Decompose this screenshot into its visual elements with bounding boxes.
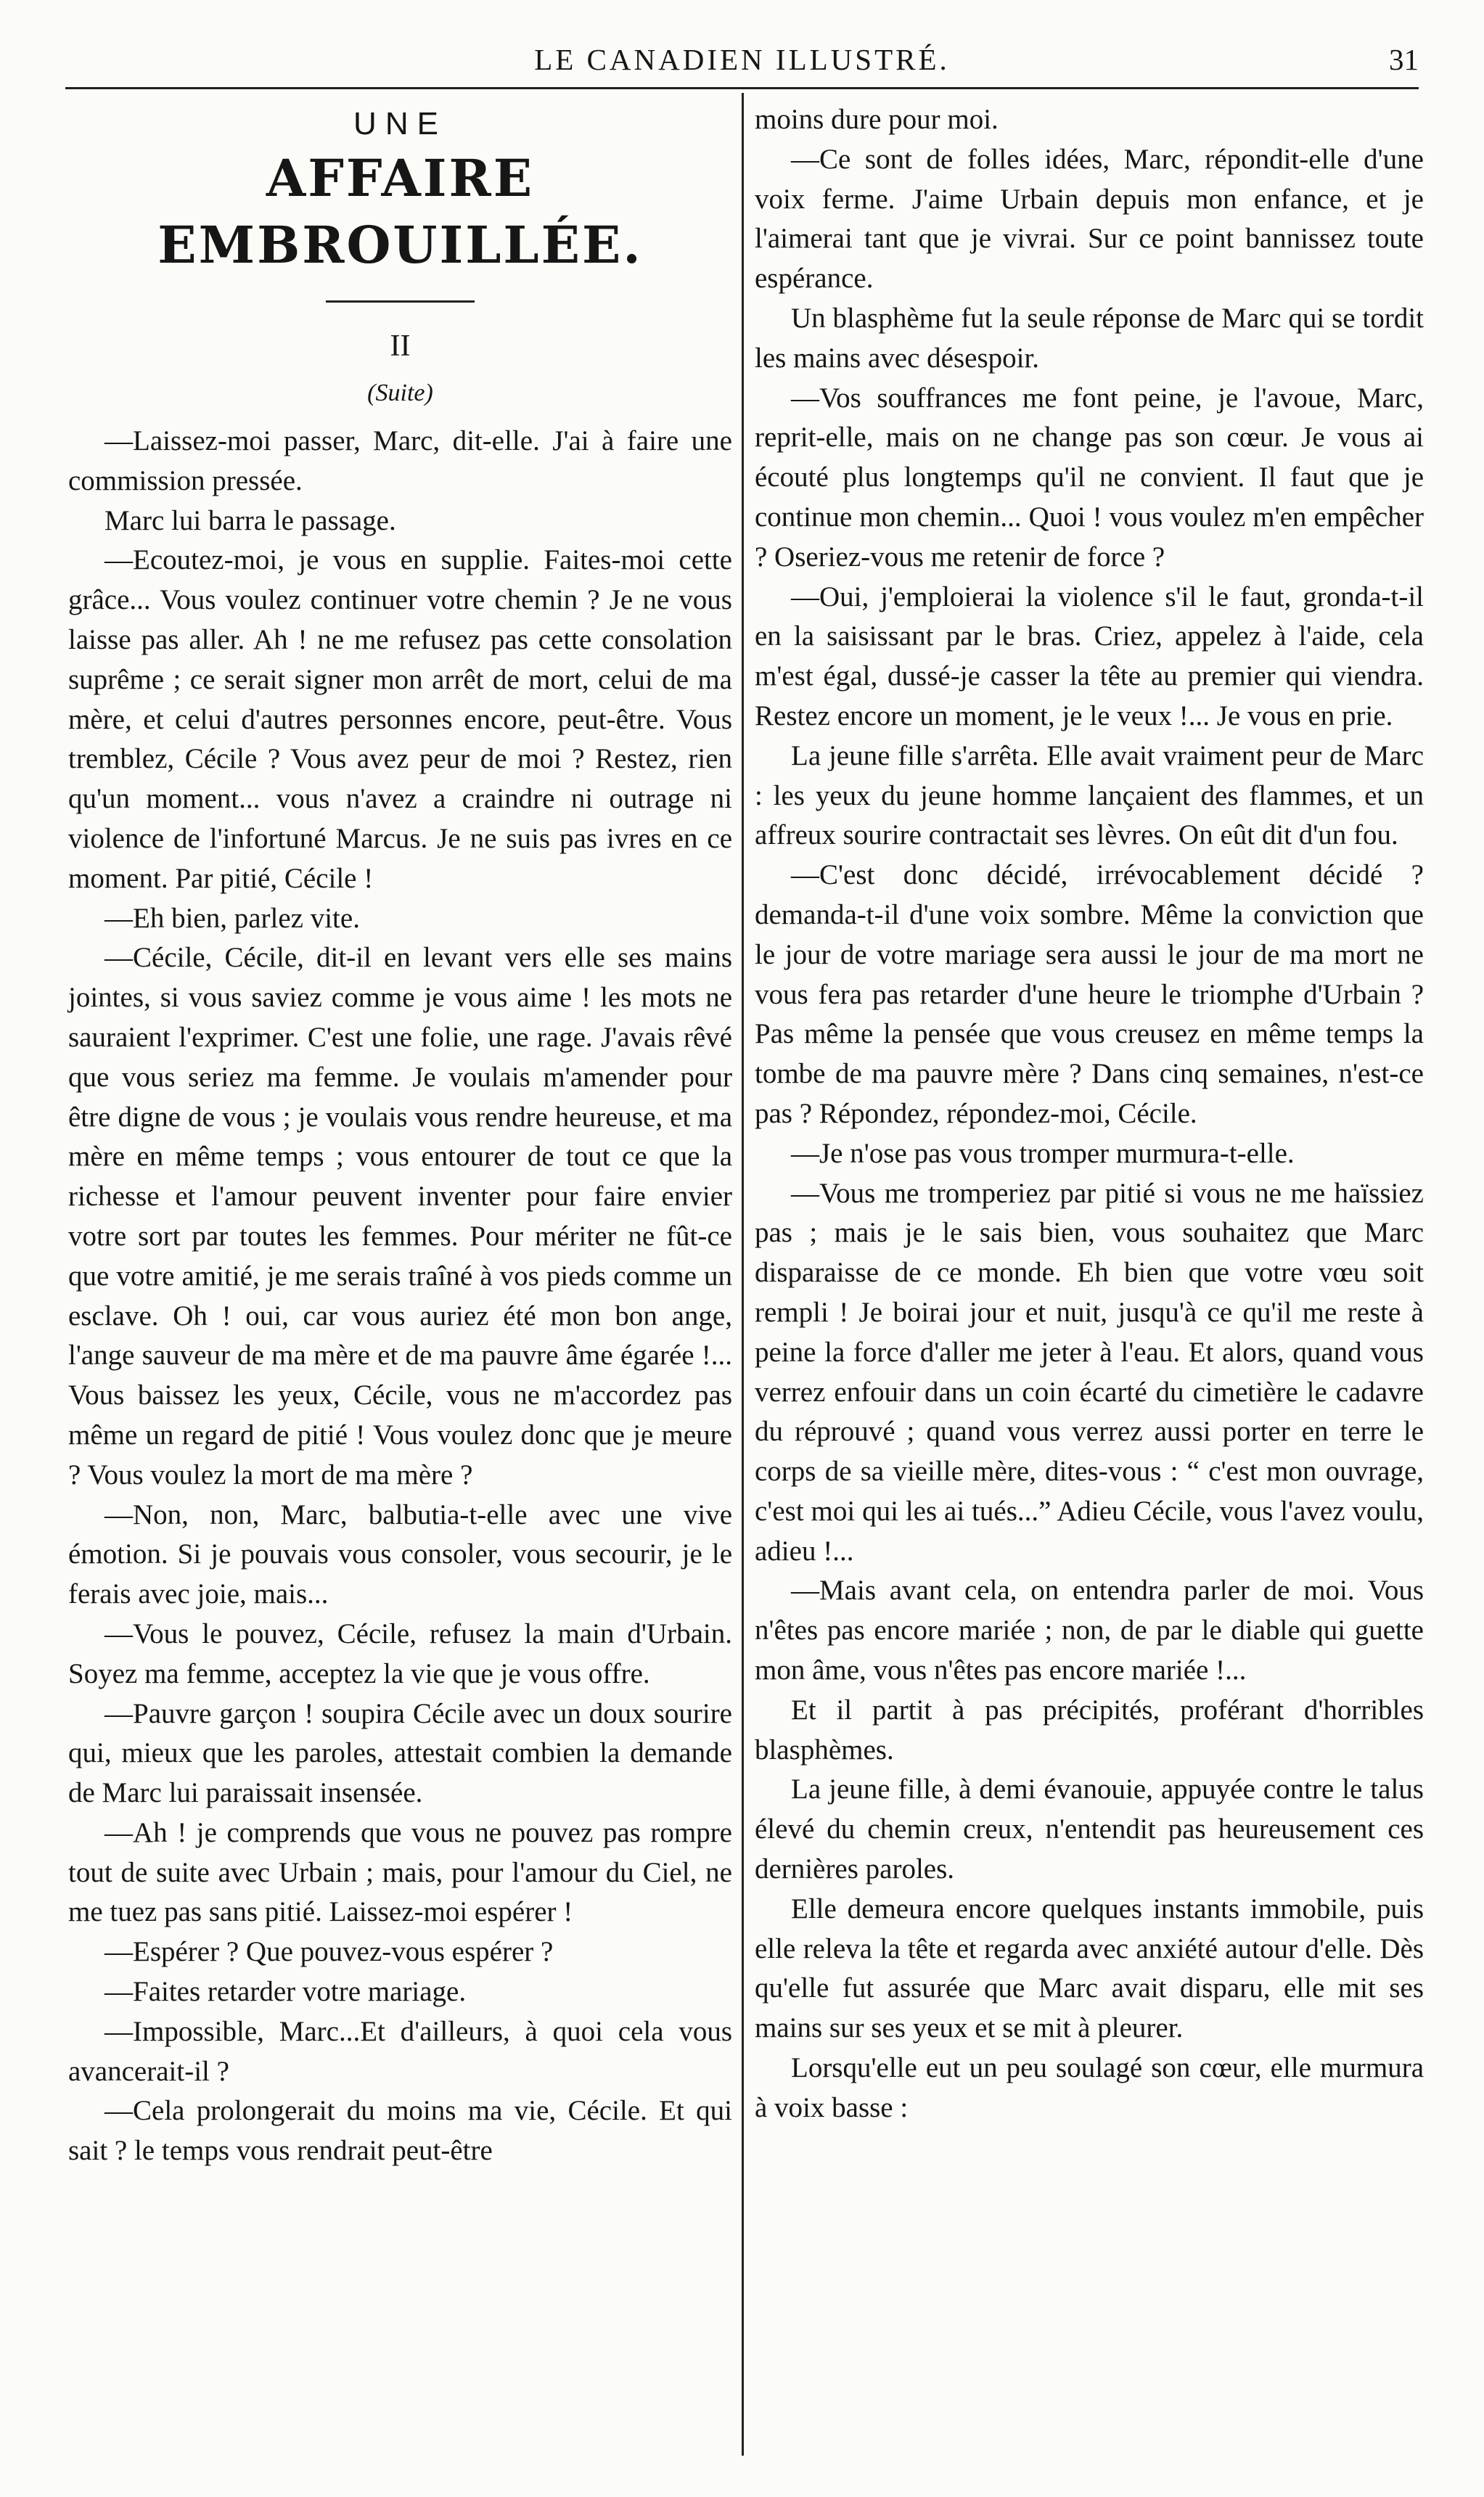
paragraph: —Mais avant cela, on entendra parler de moi. Vous n'êtes pas encore mariée ; non, de par le diable qui guette mon âme, vous n'êtes pas encore mariée !...: [755, 1575, 1424, 1686]
header-rule: [65, 87, 1419, 89]
paragraph: —Espérer ? Que pouvez-vous espérer ?: [104, 1936, 554, 1968]
paragraph: —Ecoutez-moi, je vous en supplie. Faites-moi cette grâce... Vous voulez continuer votre chemin ? Je ne vous laisse pas aller. Ah ! ne me refusez pas cette consolation suprême ; ce serait signer mon arrêt de mort, celui de ma mère, et celui d'autres personnes encore, peut-être. Vous tremblez, Cécile ? Vous avez peur de moi ? Restez, rien qu'un moment... vous n'avez a craindre ni outrage ni violence de l'infortuné Marcus. Je ne suis pas ivres en ce moment. Par pitié, Cécile !: [68, 544, 732, 894]
paragraph: Elle demeura encore quelques instants immobile, puis elle releva la tête et regarda avec anxiété autour d'elle. Dès qu'elle fut assurée que Marc avait disparu, elle mit ses mains sur ses yeux et se mit à pleurer.: [755, 1893, 1424, 2044]
continued-note: (Suite): [367, 380, 433, 406]
paragraph: —Ce sont de folles idées, Marc, répondit-elle d'une voix ferme. J'aime Urbain depuis mon enfance, et je l'aimerai tant que je vivrai. Sur ce point bannissez toute espérance.: [755, 143, 1424, 295]
paragraph: —Je n'ose pas vous tromper murmura-t-elle.: [791, 1137, 1295, 1169]
article-kicker: UNE: [353, 106, 447, 142]
paragraph-continuation: moins dure pour moi.: [755, 104, 999, 135]
paragraph: La jeune fille s'arrêta. Elle avait vraiment peur de Marc : les yeux du jeune homme lançaient des flammes, et un affreux sourire contractait ses lèvres. On eût dit d'un fou.: [755, 739, 1424, 851]
paragraph: Marc lui barra le passage.: [104, 504, 396, 536]
paragraph: —Vos souffrances me font peine, je l'avoue, Marc, reprit-elle, mais on ne change pas son cœur. Je vous ai écouté plus longtemps qu'il ne convient. Il faut que je continue mon chemin... Quoi ! vous voulez m'en empêcher ? Oseriez-vous me retenir de force ?: [755, 382, 1424, 573]
paragraph: —Oui, j'emploierai la violence s'il le faut, gronda-t-il en la saisissant par le bras. Criez, appelez à l'aide, cela m'est égal, dussé-je casser la tête au premier qui viendra. Restez encore un moment, je le veux !... Je vous en prie.: [755, 581, 1424, 731]
right-column: [755, 100, 1424, 2128]
left-column: [68, 100, 732, 2171]
paragraph: —Ah ! je comprends que vous ne pouvez pas rompre tout de suite avec Urbain ; mais, pour l'amour du Ciel, ne me tuez pas sans pitié. Laissez-moi espérer !: [68, 1816, 732, 1928]
paragraph: —Pauvre garçon ! soupira Cécile avec un doux sourire qui, mieux que les paroles, attestait combien la demande de Marc lui paraissait insensée.: [68, 1697, 732, 1809]
paragraph: —Impossible, Marc...Et d'ailleurs, à quoi cela vous avancerait-il ?: [68, 2015, 732, 2087]
paragraph: Lorsqu'elle eut un peu soulagé son cœur, elle murmura à voix basse :: [755, 2052, 1424, 2123]
paragraph: —Cela prolongerait du moins ma vie, Cécile. Et qui sait ? le temps vous rendrait peut-être: [68, 2095, 732, 2167]
paragraph: —Eh bien, parlez vite.: [104, 902, 360, 934]
page-header: [65, 38, 1419, 84]
column-divider: [742, 93, 744, 2456]
paragraph: —Vous le pouvez, Cécile, refusez la main d'Urbain. Soyez ma femme, acceptez la vie que je vous offre.: [68, 1617, 732, 1689]
chapter-number: II: [390, 329, 411, 363]
paragraph: —C'est donc décidé, irrévocablement décidé ? demanda-t-il d'une voix sombre. Même la conviction que le jour de votre mariage sera aussi le jour de ma mort ne vous fera pas retarder d'une heure le triomphe d'Urbain ? Pas même la pensée que vous creusez en même temps la tombe de ma pauvre mère ? Dans cinq semaines, n'est-ce pas ? Répondez, répondez-moi, Cécile.: [755, 859, 1424, 1129]
page-number: 31: [1389, 43, 1419, 76]
article-title: AFFAIRE EMBROUILLÉE.: [157, 148, 643, 275]
paragraph: La jeune fille, à demi évanouie, appuyée contre le talus élevé du chemin creux, n'entendit pas heureusement ces dernières paroles.: [755, 1774, 1424, 1885]
newspaper-title: LE CANADIEN ILLUSTRÉ.: [534, 43, 950, 76]
paragraph: —Non, non, Marc, balbutia-t-elle avec une vive émotion. Si je pouvais vous consoler, vous secourir, je le ferais avec joie, mais...: [68, 1498, 732, 1610]
paragraph: Un blasphème fut la seule réponse de Marc qui se tordit les mains avec désespoir.: [755, 302, 1424, 374]
paragraph: —Vous me tromperiez par pitié si vous ne me haïssiez pas ; mais je le sais bien, vous souhaitez que Marc disparaisse de ce monde. Eh bien que votre vœu soit rempli ! Je boirai jour et nuit, jusqu'à ce qu'il me reste à peine la force d'aller me jeter à l'eau. Et alors, quand vous verrez enfouir dans un coin écarté du cimetière le cadavre du réprouvé ; quand vous verrez aussi porter en terre le corps de sa vieille mère, dites-vous : “ c'est mon ouvrage, c'est moi qui les ai tués...” Adieu Cécile, vous l'avez voulu, adieu !...: [755, 1177, 1424, 1567]
paragraph: Et il partit à pas précipités, proférant d'horribles blasphèmes.: [755, 1694, 1424, 1766]
paragraph: —Faites retarder votre mariage.: [104, 1976, 467, 2008]
title-rule: [326, 300, 475, 303]
paragraph: —Cécile, Cécile, dit-il en levant vers elle ses mains jointes, si vous saviez comme je vous aime ! les mots ne sauraient l'exprimer. C'est une folie, une rage. J'avais rêvé que vous seriez ma femme. Je voulais m'amender pour être digne de vous ; je voulais vous rendre heureuse, et ma mère en même temps ; vous entourer de tout ce que la richesse et l'amour peuvent inventer pour faire envier votre sort par toutes les femmes. Pour mériter ne fût-ce que votre amitié, je me serais traîné à vos pieds comme un esclave. Oh ! oui, car vous auriez été mon bon ange, l'ange sauveur de ma mère et de ma pauvre âme égarée !... Vous baissez les yeux, Cécile, vous ne m'accordez pas même un regard de pitié ! Vous voulez donc que je meure ? Vous voulez la mort de ma mère ?: [68, 942, 732, 1491]
paragraph: —Laissez-moi passer, Marc, dit-elle. J'ai à faire une commission pressée.: [68, 425, 732, 496]
